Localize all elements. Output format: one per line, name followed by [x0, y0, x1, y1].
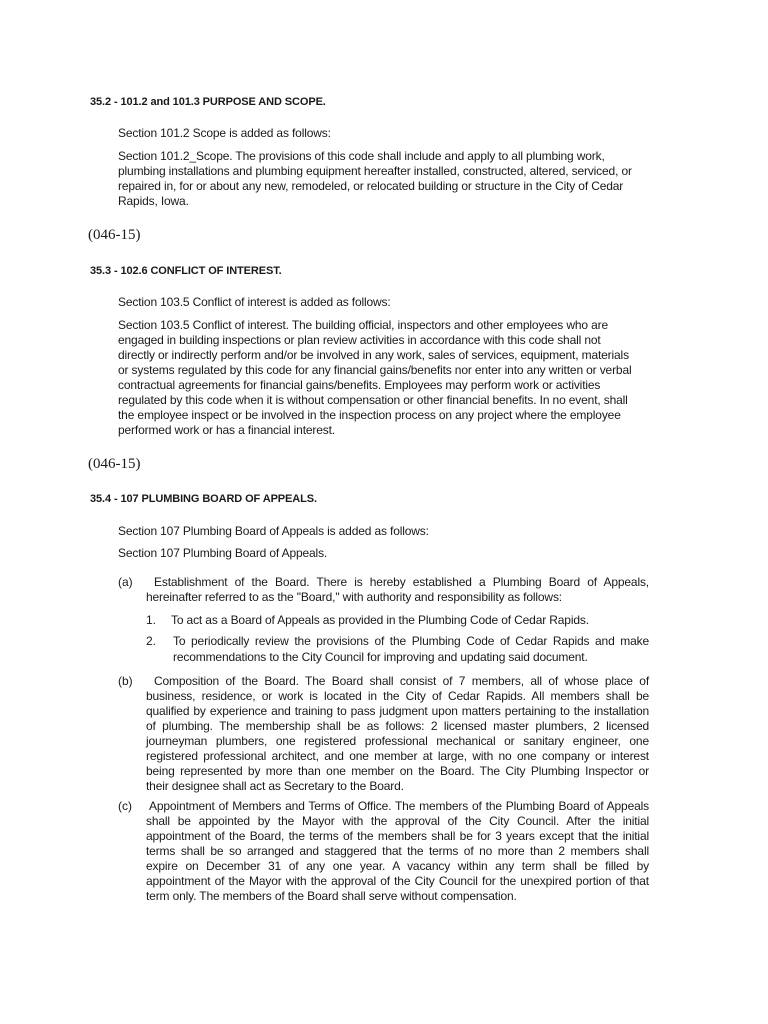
list-marker: (a): [118, 575, 133, 589]
list-item-line: being represented by more than one member on the Board. The City Plumbing Inspector or: [146, 764, 649, 778]
list-item-line: Establishment of the Board. There is hereby established a Plumbing Board of Appeals,: [154, 575, 649, 589]
section-body-line: directly or indirectly perform and/or be involved in any work, sales of services, equipment, materials: [118, 348, 629, 362]
section-body-line: Section 101.2_Scope. The provisions of this code shall include and apply to all plumbing work,: [118, 149, 605, 163]
section-heading-35-2: 35.2 - 101.2 and 101.3 PURPOSE AND SCOPE.: [90, 96, 326, 108]
section-body-line: or systems regulated by this code for any financial gains/benefits nor enter into any written or verbal: [118, 363, 632, 377]
list-item-line: shall be appointed by the Mayor with the approval of the City Council. After the initial: [146, 814, 649, 828]
section-body-line: regulated by this code when it is without compensation or other financial benefits. In no event, shall: [118, 393, 628, 407]
list-marker: (c): [118, 799, 132, 813]
section-intro: Section 107 Plumbing Board of Appeals is added as follows:: [118, 524, 429, 538]
sublist-marker: 2.: [146, 634, 157, 648]
sublist-marker: 1.: [146, 613, 157, 627]
section-intro: Section 103.5 Conflict of interest is added as follows:: [118, 295, 391, 309]
list-item-line: Composition of the Board. The Board shall consist of 7 members, all of whose place of: [154, 674, 649, 688]
list-item-line: registered professional architect, and one member at large, with no one company or interest: [146, 749, 649, 763]
sublist-item-line: To periodically review the provisions of the Plumbing Code of Cedar Rapids and make: [173, 634, 649, 648]
list-item-line: appointment of the Mayor with the approval of the City Council for the unexpired portion of that: [146, 874, 649, 888]
list-item-line: of plumbing. The membership shall be as follows: 2 licensed master plumbers, 2 licensed: [146, 719, 649, 733]
section-body-line: repaired in, for or about any new, remodeled, or relocated building or structure in the City of Cedar: [118, 179, 624, 193]
list-item-line: appointment of the Board, the terms of the members shall be for 3 years except that the initial: [146, 829, 649, 843]
section-intro: Section 101.2 Scope is added as follows:: [118, 126, 331, 140]
list-item-line: terms shall be so arranged and staggered that the terms of no more than 2 members shall: [146, 844, 649, 858]
section-body-line: contractual agreements for financial gains/benefits. Employees may perform work or activities: [118, 378, 601, 392]
list-item-line: term only. The members of the Board shall serve without compensation.: [146, 889, 517, 903]
ordinance-reference: (046-15): [88, 456, 141, 472]
list-item-line: their designee shall act as Secretary to the Board.: [146, 779, 404, 793]
list-item-line: Appointment of Members and Terms of Office. The members of the Plumbing Board of Appeals: [149, 799, 649, 813]
list-item-line: hereinafter referred to as the "Board," with authority and responsibility as follows:: [146, 590, 562, 604]
list-item-line: expire on December 31 of any one year. A vacancy within any term shall be filled by: [146, 859, 649, 873]
section-body-line: performed work or has a financial interest.: [118, 423, 335, 437]
section-body-line: plumbing installations and plumbing equipment hereafter installed, constructed, altered, serviced, or: [118, 164, 632, 178]
list-marker: (b): [118, 674, 133, 688]
section-body-line: the employee inspect or be involved in the inspection process on any project where the employee: [118, 408, 621, 422]
section-heading-35-3: 35.3 - 102.6 CONFLICT OF INTEREST.: [90, 265, 282, 277]
list-item-line: journeyman plumbers, one registered professional mechanical or sanitary engineer, one: [146, 734, 649, 748]
list-item-line: qualified by experience and training to pass judgment upon matters pertaining to the installation: [146, 704, 649, 718]
section-body-line: Rapids, Iowa.: [118, 194, 189, 208]
sublist-item-line: recommendations to the City Council for improving and updating said document.: [173, 650, 588, 664]
list-item-line: business, residence, or work is located in the City of Cedar Rapids. All members shall be: [146, 689, 649, 703]
section-subtitle: Section 107 Plumbing Board of Appeals.: [118, 546, 328, 560]
ordinance-reference: (046-15): [88, 227, 141, 243]
section-heading-35-4: 35.4 - 107 PLUMBING BOARD OF APPEALS.: [90, 493, 317, 505]
section-body-line: engaged in building inspections or plan review activities in accordance with this code shall not: [118, 333, 601, 347]
section-body-line: Section 103.5 Conflict of interest. The building official, inspectors and other employees who are: [118, 318, 608, 332]
sublist-item-line: To act as a Board of Appeals as provided in the Plumbing Code of Cedar Rapids.: [171, 613, 589, 627]
